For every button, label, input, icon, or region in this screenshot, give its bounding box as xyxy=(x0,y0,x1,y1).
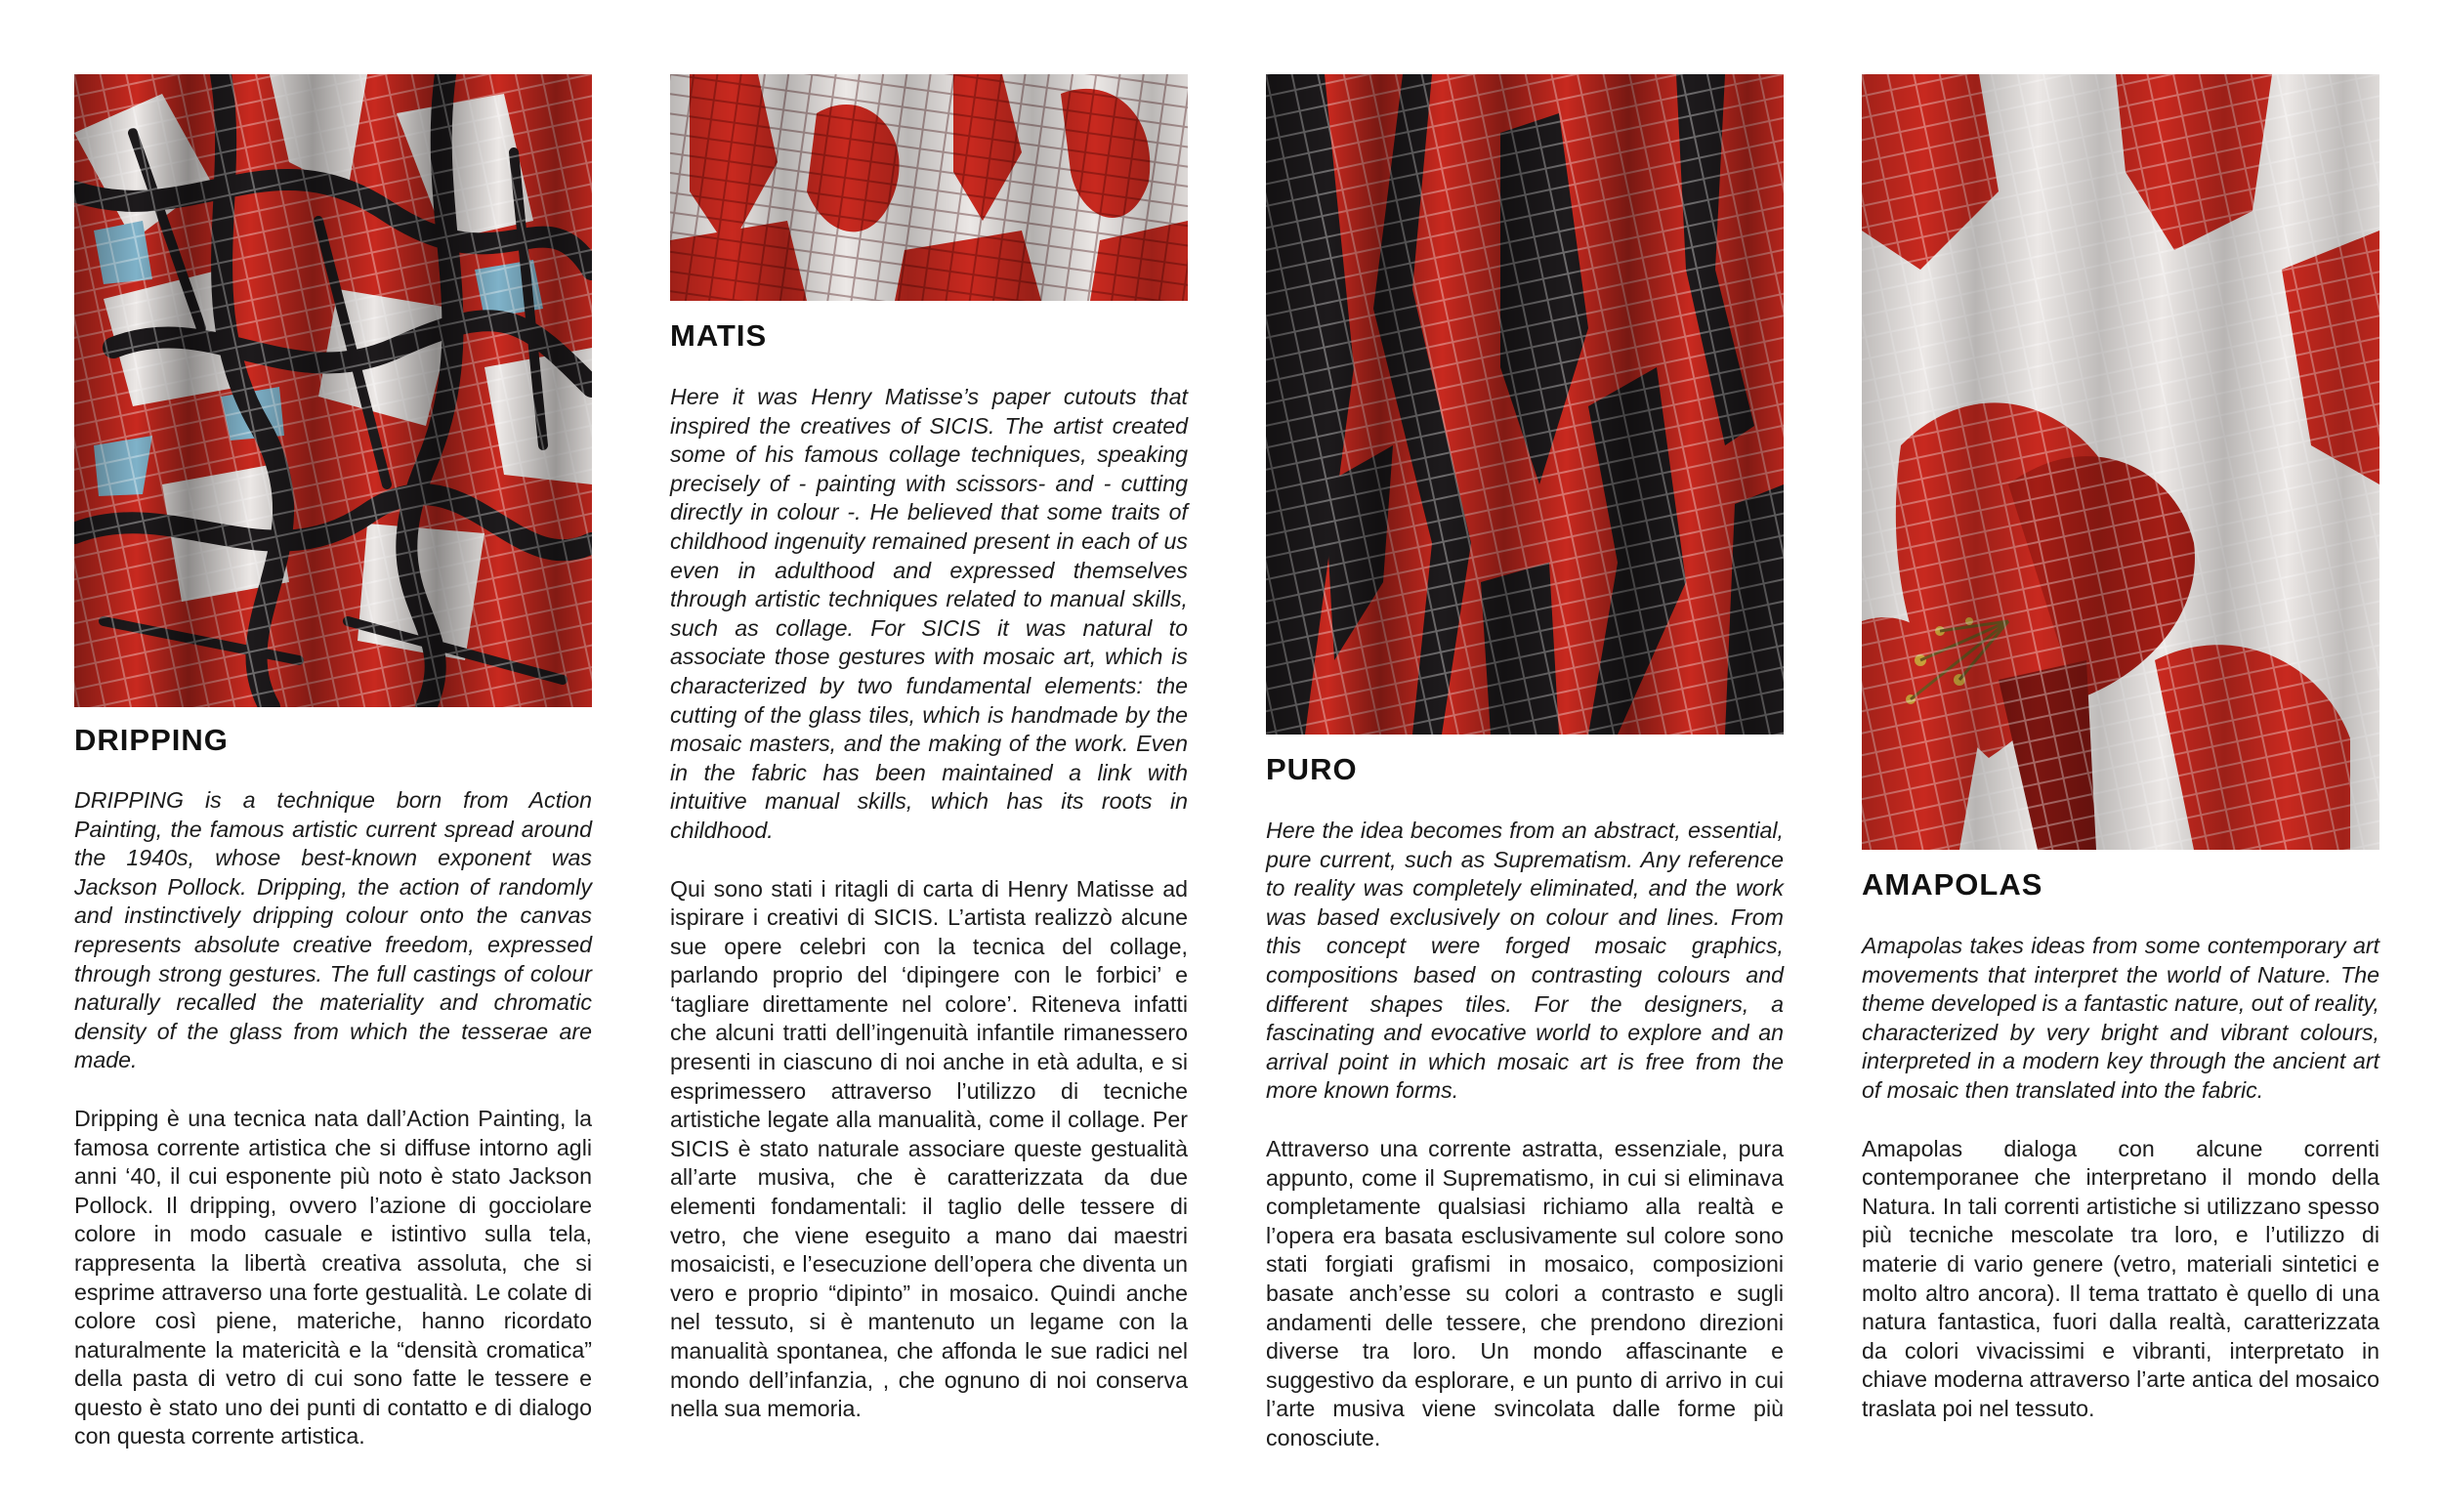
dripping-text-it: Dripping è una tecnica nata dall’Action Painting, la famosa corrente artistica che si diffuse intorno agli anni ‘40, il cui esponente più noto è stato Jackson Pollock. Il dripping, ovvero l’azione di gocciolare colore in modo casuale e istintivo sulla tela, rappresenta la libertà creativa assoluta, che si esprime attraverso una forte gestualità. Le colate di colore così piene, materiche, hanno ricordato naturalmente la matericità e la “densità cromatica” della pasta di vetro di cui sono fatte le tessere e questo è stato uno dei punti di contatto e di dialogo con questa corrente artistica. xyxy=(74,1105,592,1449)
dripping-fabric-image xyxy=(74,74,592,707)
matis-text-it: Qui sono stati i ritagli di carta di Henry Matisse ad ispirare i creativi di SICIS. L’artista realizzò alcune sue opere celebri con la tecnica del collage, parlando proprio del ‘dipingere con le forbici’ e ‘tagliare direttamente nel colore’. Riteneva infatti che alcuni tratti dell’ingenuità infantile rimanessero presenti in ciascuno di noi anche in età adulta, e si esprimessero attraverso l’utilizzo di tecniche artistiche legate alla manualità, come il collage. Per SICIS è stato naturale associare queste gestualità all’arte musiva, che è caratterizzata da due elementi fondamentali: il taglio delle tessere di vetro, che viene eseguito a mano dai maestri mosaicisti, e l’esecuzione dell’opera che diventa un vero e proprio “dipinto” in mosaico. Quindi anche nel tessuto, si è mantenuto un legame con la manualità spontanea, che affonda le sue radici nel mondo dell’infanzia, , che ognuno di noi conserva nella sua memoria. xyxy=(670,875,1188,1422)
puro-title: PURO xyxy=(1266,752,1358,786)
dripping-title: DRIPPING xyxy=(74,723,229,757)
amapolas-description xyxy=(1862,932,2379,1424)
dripping-description xyxy=(74,786,592,1451)
dripping-text-en: DRIPPING is a technique born from Action Painting, the famous artistic current spread around the 1940s, whose best-known exponent was Jackson Pollock. Dripping, the action of randomly and instinctively dripping colour onto the canvas represents absolute creative freedom, expressed through strong gestures. The full castings of colour naturally recalled the materiality and chromatic density of the glass from which the tesserae are made. xyxy=(74,787,592,1073)
amapolas-fabric-image xyxy=(1862,74,2379,850)
matis-text-en: Here it was Henry Matisse’s paper cutouts that inspired the creatives of SICIS. The artist created some of his famous collage techniques, speaking precisely of - painting with scissors- and - cutting directly in colour -. He believed that some traits of childhood ingenuity remained present in each of us even in adulthood and expressed themselves through artistic techniques related to manual skills, such as collage. For SICIS it was natural to associate those gestures with mosaic art, which is characterized by two fundamental elements: the cutting of the glass tiles, which is handmade by the mosaic masters, and the making of the work. Even in the fabric has been maintained a link with intuitive manual skills, which has its roots in childhood. xyxy=(670,384,1188,843)
matis-description xyxy=(670,383,1188,1424)
amapolas-title: AMAPOLAS xyxy=(1862,867,2043,902)
puro-text-it: Attraverso una corrente astratta, essenziale, pura appunto, come il Suprematismo, in cui si eliminava completamente qualsiasi richiamo alla realtà e l’opera era basata esclusivamente sul colore sono stati forgiati grafismi in mosaico, composizioni basate anch’esse su colori a contrasto e sugli andamenti delle tessere, che prendono direzioni diverse tra loro. Un mondo affascinante e suggestivo da esplorare, e un punto di arrivo in cui l’arte musiva viene svincolata dalle forme più conosciute. xyxy=(1266,1135,1784,1450)
matis-title: MATIS xyxy=(670,318,768,353)
matis-fabric-image xyxy=(670,74,1188,301)
puro-fabric-image xyxy=(1266,74,1784,735)
puro-text-en: Here the idea becomes from an abstract, essential, pure current, such as Suprematism. Any reference to reality was completely eliminated, and the work was based exclusively on colour and lines. From this concept were forged mosaic graphics, compositions based on contrasting colours and different shapes tiles. For the designers, a fascinating and evocative world to explore and an arrival point in which mosaic art is free from the more known forms. xyxy=(1266,818,1784,1104)
puro-description xyxy=(1266,817,1784,1452)
amapolas-text-en: Amapolas takes ideas from some contemporary art movements that interpret the world of Nature. The theme developed is a fantastic nature, out of reality, characterized by very bright and vibrant colours, interpreted in a modern key through the ancient art of mosaic then translated into the fabric. xyxy=(1862,933,2379,1103)
amapolas-text-it: Amapolas dialoga con alcune correnti contemporanee che interpretano il mondo della Natura. In tali correnti artistiche si utilizzano spesso più tecniche mescolate tra loro, e l’utilizzo di materie di vario genere (vetro, materiali sintetici e molto altro ancora). Il tema trattato è quello di una natura fantastica, fuori dalla realtà, caratterizzata da colori vivacissimi e vibranti, interpretato in chiave moderna attraverso l’arte antica del mosaico traslata poi nel tessuto. xyxy=(1862,1135,2379,1421)
